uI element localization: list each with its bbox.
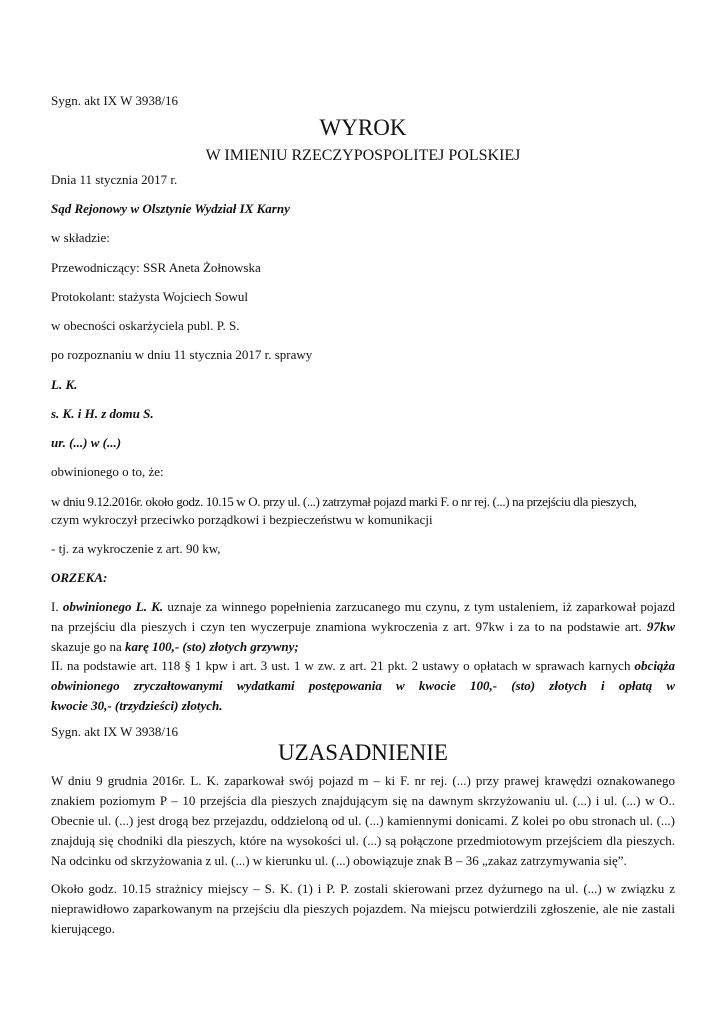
verdict-point-2-number: II. bbox=[51, 658, 68, 673]
verdict-point-1 bbox=[51, 597, 675, 657]
court-name: Sąd Rejonowy w Olsztynie Wydział IX Karny bbox=[51, 201, 290, 216]
charge-text-line: w dniu 9.12.2016r. około godz. 10.15 w O. przy ul. (...) zatrzymał pojazd marki F. o nr rej. (...) na przejściu dla pieszych, bbox=[51, 494, 637, 509]
verdict-point-2 bbox=[51, 656, 675, 716]
verdict-point-1-number: I. bbox=[51, 599, 63, 614]
court-clerk: Protokolant: stażysta Wojciech Sowul bbox=[51, 289, 248, 304]
paragraph-line: Około godz. 10.15 strażnicy miejscy – S. K. (1) i P. P. zostali skierowani przez dyżurnego na ul. (...) w związku z bbox=[51, 881, 675, 896]
justification-title: UZASADNIENIE bbox=[278, 740, 448, 765]
verdict-point-1-line bbox=[51, 637, 675, 657]
verdict-point-1-article: 97kw bbox=[646, 619, 675, 634]
judgment-title: WYROK bbox=[319, 115, 407, 140]
verdict-point-2-costs: obwinionego zryczałtowanymi wydatkami postępowania w kwocie 100,- (sto) złotych i opłatą w bbox=[51, 678, 675, 693]
defendant-parents: s. K. i H. z domu S. bbox=[51, 406, 154, 421]
paragraph-line: Obecnie ul. (...) jest drogą bez przejazdu, oddzieloną od ul. (...) kamiennymi donicami. Z kolei po obu stronach ul. (...) bbox=[51, 813, 675, 828]
verdict-point-1-text: skazuje go na bbox=[51, 639, 126, 654]
verdict-point-1-text: na przejściu dla pieszych i czyn ten wyczerpuje znamiona wykroczenia z art. 97kw i za to na podstawie art. bbox=[51, 619, 647, 634]
verdict-point-2-fee: kwocie 30,- (trzydzieści) złotych. bbox=[51, 698, 223, 713]
paragraph-line: kierującego. bbox=[51, 921, 115, 936]
verdict-point-2-bold: obciąża bbox=[634, 658, 675, 673]
prosecutor: w obecności oskarżyciela publ. P. S. bbox=[51, 318, 240, 333]
hearing-info: po rozpoznaniu w dniu 11 stycznia 2017 r. sprawy bbox=[51, 347, 313, 362]
justification-case-number: Sygn. akt IX W 3938/16 bbox=[51, 724, 178, 739]
paragraph-line: Na odcinku od skrzyżowania z ul. (...) w kierunku ul. (...) obowiązuje znak B – 36 „zakaz zatrzymywania się”. bbox=[51, 853, 627, 868]
paragraph-line: znajdują się chodniki dla pieszych, które na wysokości ul. (...) są połączone przedmiotowym przejściem dla pieszych. bbox=[51, 833, 675, 848]
defendant-name: L. K. bbox=[51, 377, 78, 392]
judgment-date: Dnia 11 stycznia 2017 r. bbox=[51, 172, 178, 187]
verdict-point-2-text: na podstawie art. 118 § 1 kpw i art. 3 ust. 1 w zw. z art. 21 pkt. 2 ustawy o opłatach w sprawach karnych bbox=[67, 658, 635, 673]
judgment-subtitle: W IMIENIU RZECZYPOSPOLITEJ POLSKIEJ bbox=[205, 147, 521, 164]
charge-text-line: czym wykroczył przeciwko porządkowi i bezpieczeństwu w komunikacji bbox=[51, 512, 433, 527]
paragraph-line: nieprawidłowo zaparkowanym na przejściu dla pieszych pojazdem. Na miejscu potwierdzili zgłoszenie, ale nie zastali bbox=[51, 901, 675, 916]
justification-paragraph-2 bbox=[51, 879, 675, 939]
paragraph-line: W dniu 9 grudnia 2016r. L. K. zaparkował swój pojazd m – ki F. nr rej. (...) przy prawej krawędzi oznakowanego bbox=[51, 773, 675, 788]
verdict-point-1-text: uznaje za winnego popełnienia zarzucanego mu czynu, z tym ustaleniem, iż zaparkował pojazd bbox=[163, 599, 675, 614]
charge-intro: obwinionego o to, że: bbox=[51, 464, 164, 479]
verdict-penalty: karę 100,- (sto) złotych grzywny; bbox=[125, 639, 299, 654]
charge-article: - tj. za wykroczenie z art. 90 kw, bbox=[51, 541, 221, 556]
verdict-point-1-line bbox=[51, 617, 675, 637]
verdict-point-1-line bbox=[51, 597, 675, 617]
justification-paragraph-1 bbox=[51, 771, 675, 871]
verdict-heading: ORZEKA: bbox=[51, 570, 108, 585]
presiding-judge: Przewodniczący: SSR Aneta Żołnowska bbox=[51, 260, 261, 275]
verdict-point-1-defendant: obwinionego L. K. bbox=[62, 599, 164, 614]
case-number: Sygn. akt IX W 3938/16 bbox=[51, 93, 178, 108]
defendant-birth: ur. (...) w (...) bbox=[51, 435, 122, 450]
verdict-point-2-line bbox=[51, 656, 675, 676]
paragraph-line: znakiem poziomym P – 10 przejścia dla pieszych znajdującym się na dawnym skrzyżowaniu ul. (...) i ul. (...) w O.. bbox=[51, 793, 675, 808]
composition-label: w składzie: bbox=[51, 230, 110, 245]
